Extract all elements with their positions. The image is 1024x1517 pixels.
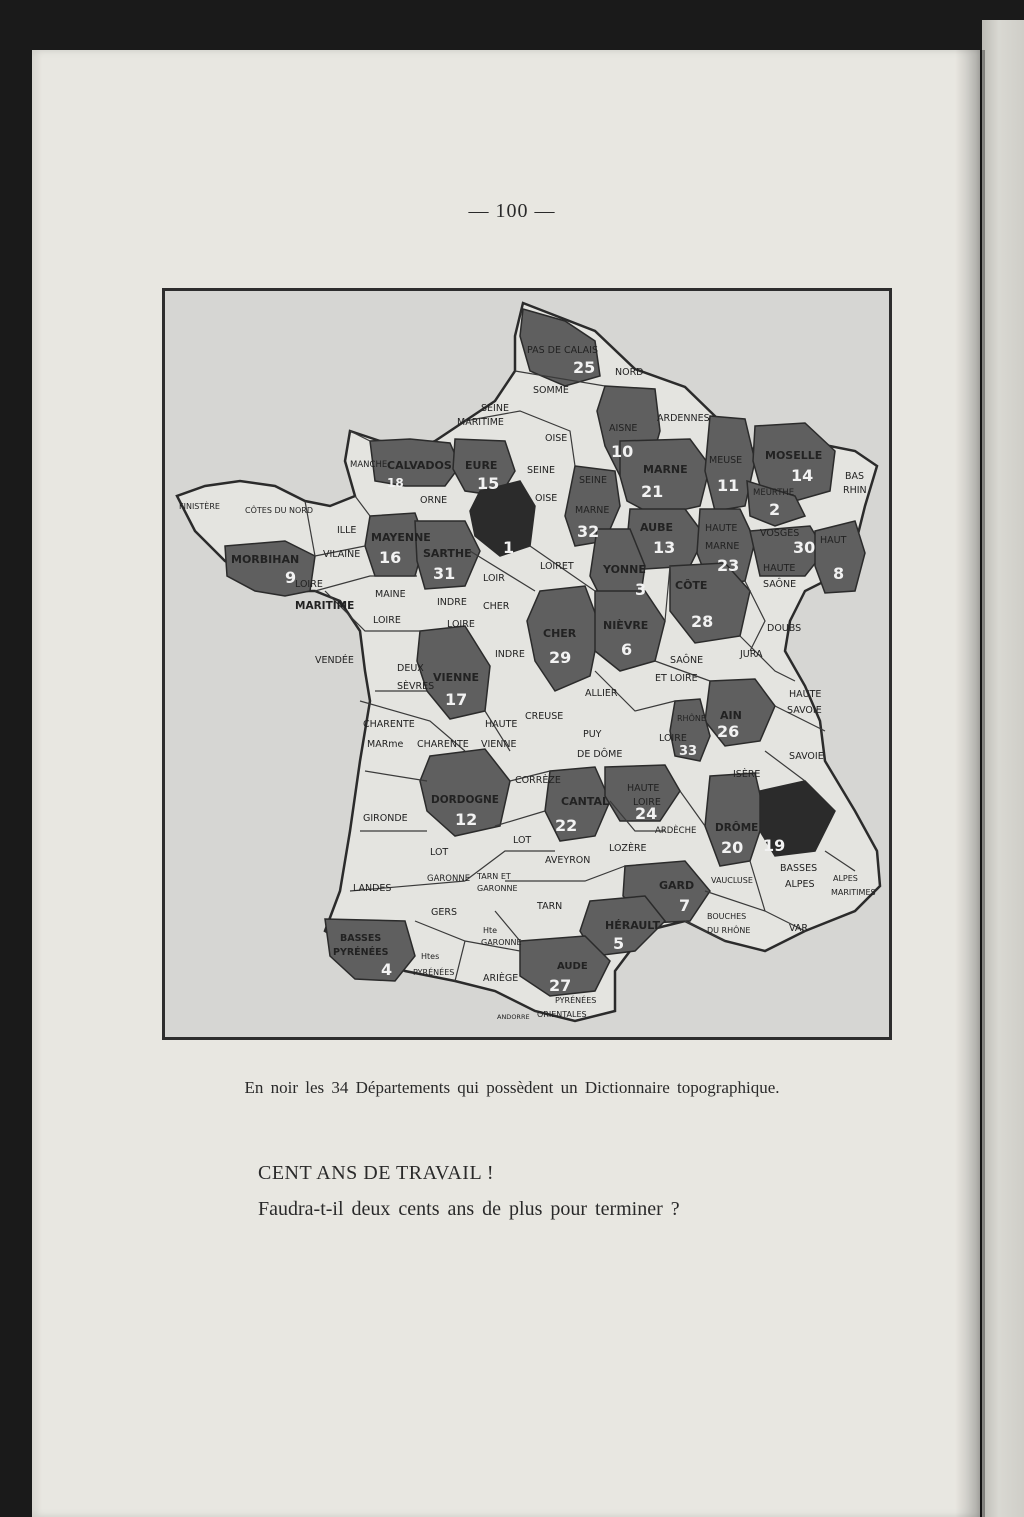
label-loire-2: LOIRE — [447, 619, 475, 630]
number-17: 17 — [445, 690, 468, 709]
label-hte: Hte — [483, 926, 498, 935]
label-gers: GERS — [431, 907, 457, 918]
label-haute-saone: HAUTE — [763, 563, 796, 574]
label-savoie-2: SAVOIE — [787, 705, 822, 716]
number-19: 19 — [763, 836, 786, 855]
label-cote-dor: CÔTE — [675, 579, 708, 592]
label-tarn-et: TARN ET — [477, 872, 511, 881]
number-3: 3 — [635, 580, 647, 599]
page-number: — 100 — — [468, 200, 556, 222]
label-pyrenees-orientales: PYRÉNÉES — [555, 996, 597, 1005]
label-ille: ILLE — [337, 525, 357, 536]
france-departments-map — [165, 291, 889, 1037]
label-sevres: SÈVRES — [397, 681, 435, 692]
label-charente-mar: CHARENTE — [363, 719, 415, 730]
number-5: 5 — [613, 934, 625, 953]
label-aude: AUDE — [557, 961, 588, 972]
label-oise: OISE — [545, 433, 568, 444]
label-bouches: BOUCHES — [707, 912, 747, 921]
number-6: 6 — [621, 640, 633, 659]
number-31: 31 — [433, 564, 456, 583]
label-garonne-2: GARONNE — [477, 884, 518, 893]
number-23: 23 — [717, 556, 740, 575]
label-andorre: ANDORRE — [497, 1013, 530, 1021]
number-14: 14 — [791, 466, 814, 485]
label-loiret: LOIRET — [540, 561, 574, 572]
label-basses: BASSES — [780, 863, 818, 874]
closing-question: Faudra-t-il deux cents ans de plus pour terminer ? — [258, 1198, 680, 1220]
label-ardennes: ARDENNES — [657, 413, 710, 424]
label-maine-loire: LOIRE — [373, 615, 401, 626]
label-orientales: ORIENTALES — [537, 1010, 587, 1019]
label-eure: EURE — [465, 459, 498, 472]
label-dordogne: DORDOGNE — [431, 794, 499, 806]
label-loir-et-cher: LOIR — [483, 573, 505, 584]
label-haute-marne: HAUTE — [705, 523, 738, 534]
label-bas: BAS — [845, 471, 865, 482]
number-20: 20 — [721, 838, 744, 857]
label-somme: SOMME — [533, 385, 569, 396]
label-nord: NORD — [615, 367, 644, 378]
label-cher: CHER — [543, 627, 577, 640]
label-tarn: TARN — [537, 901, 563, 912]
label-cantal: CANTAL — [561, 795, 609, 808]
number-12: 12 — [455, 810, 478, 829]
label-vienne: VIENNE — [433, 671, 480, 684]
label-gironde: GIRONDE — [363, 813, 408, 824]
label-manche: MANCHE — [350, 460, 388, 470]
number-25: 25 — [573, 358, 596, 377]
label-loire-3: LOIRE — [659, 733, 687, 744]
label-marne-3: MARNE — [705, 541, 740, 552]
label-loire: LOIRE — [295, 579, 323, 590]
label-seine-et-oise: SEINE — [527, 465, 555, 476]
map-caption: En noir les 34 Départements qui possèdent un Dictionnaire topographique. — [244, 1078, 780, 1097]
label-et-loire: ET LOIRE — [655, 673, 698, 684]
label-vilaine: VILAINE — [323, 549, 361, 560]
label-herault: HÉRAULT — [605, 919, 660, 932]
label-allier: ALLIER — [585, 688, 618, 699]
next-page-edge — [982, 20, 1024, 1517]
label-rhin: RHIN — [843, 485, 867, 496]
label-moselle: MOSELLE — [765, 449, 823, 462]
label-mayenne: MAYENNE — [371, 531, 431, 544]
number-30: 30 — [793, 538, 816, 557]
label-var: VAR — [789, 923, 808, 934]
label-marne: MARNE — [643, 463, 688, 476]
label-cher-2: CHER — [483, 601, 510, 612]
label-indre-et-loire: INDRE — [437, 597, 467, 608]
label-maritimes: MARITIMES — [831, 888, 876, 897]
label-marme: MARme — [367, 739, 404, 750]
label-lozere: LOZÈRE — [609, 843, 647, 854]
label-alpes-maritimes: ALPES — [833, 874, 858, 883]
label-cotes-du-nord: CÔTES DU NORD — [245, 506, 314, 515]
label-haute-vienne: HAUTE — [485, 719, 518, 730]
label-indre: INDRE — [495, 649, 525, 660]
label-seine: SEINE — [481, 403, 509, 414]
number-13: 13 — [653, 538, 676, 557]
label-orne: ORNE — [420, 495, 448, 506]
label-gard: GARD — [659, 879, 695, 892]
label-doubs: DOUBS — [767, 623, 802, 634]
number-16: 16 — [379, 548, 402, 567]
label-ain: AIN — [720, 709, 742, 722]
label-oise-2: OISE — [535, 493, 558, 504]
label-seine-et-marne: SEINE — [579, 475, 607, 486]
label-haute-savoie: HAUTE — [789, 689, 822, 700]
label-jura: JURA — [740, 649, 763, 660]
label-charente: CHARENTE — [417, 739, 469, 750]
number-15: 15 — [477, 474, 500, 493]
label-calvados: CALVADOS — [387, 459, 452, 472]
number-11: 11 — [717, 476, 740, 495]
label-basses-2: BASSES — [340, 933, 382, 944]
dept-marne — [620, 439, 710, 516]
label-nievre: NIÈVRE — [603, 619, 649, 632]
label-maritime: MARITIME — [457, 417, 504, 428]
label-landes: LANDES — [353, 883, 392, 894]
label-loire-maritime: MARITIME — [295, 600, 355, 612]
number-33: 33 — [679, 744, 698, 759]
label-vosges: VOSGES — [760, 528, 800, 539]
number-8: 8 — [833, 564, 845, 583]
label-vendee: VENDÉE — [315, 655, 354, 666]
map-frame — [162, 288, 892, 1040]
label-vienne-2: VIENNE — [481, 739, 517, 750]
label-maine-et-loire: MAINE — [375, 589, 406, 600]
france-outline — [177, 303, 880, 1021]
section-heading: CENT ANS DE TRAVAIL ! — [258, 1162, 495, 1184]
label-saone: SAÔNE — [763, 579, 797, 590]
label-garonne-3: GARONNE — [481, 938, 522, 947]
label-aube: AUBE — [640, 521, 674, 534]
page-gutter-shadow — [955, 50, 985, 1517]
label-loire-4: LOIRE — [633, 797, 661, 808]
label-htes: Htes — [421, 952, 440, 961]
label-garonne: GARONNE — [427, 874, 471, 884]
label-isere: ISÈRE — [733, 769, 761, 780]
label-creuse: CREUSE — [525, 711, 564, 722]
label-drome: DRÔME — [715, 822, 759, 834]
label-ariege: ARIÈGE — [483, 973, 519, 984]
label-saone-et-loire: SAÔNE — [670, 655, 704, 666]
number-32: 32 — [577, 522, 600, 541]
number-1: 1 — [503, 538, 515, 557]
label-lot: LOT — [513, 835, 532, 846]
label-meurthe: MEURTHE — [753, 488, 795, 498]
label-sarthe: SARTHE — [423, 547, 472, 560]
label-aisne: AISNE — [609, 423, 638, 434]
label-pyrenees-2: PYRÉNÉES — [413, 968, 455, 977]
label-pyrenees: PYRÉNÉES — [333, 947, 389, 958]
label-vaucluse: VAUCLUSE — [711, 876, 753, 885]
number-21: 21 — [641, 482, 664, 501]
number-4: 4 — [381, 960, 393, 979]
label-savoie: SAVOIE — [789, 751, 824, 762]
number-26: 26 — [717, 722, 740, 741]
number-9: 9 — [285, 568, 297, 587]
number-28: 28 — [691, 612, 714, 631]
number-27: 27 — [549, 976, 572, 995]
label-du-rhone: DU RHÔNE — [707, 926, 751, 935]
label-pas-de-calais: PAS DE CALAIS — [527, 345, 598, 356]
label-aveyron: AVEYRON — [545, 855, 591, 866]
label-rhone: RHÔNE — [677, 714, 706, 723]
label-finistere: FINISTÈRE — [179, 502, 220, 511]
number-10: 10 — [611, 442, 634, 461]
label-yonne: YONNE — [603, 563, 646, 576]
label-morbihan: MORBIHAN — [231, 553, 300, 566]
number-22: 22 — [555, 816, 578, 835]
label-de-dome: DE DÔME — [577, 749, 623, 760]
number-2: 2 — [769, 500, 781, 519]
number-29: 29 — [549, 648, 572, 667]
number-24: 24 — [635, 804, 658, 823]
label-alpes: ALPES — [785, 879, 815, 890]
label-marne-2: MARNE — [575, 505, 610, 516]
number-7: 7 — [679, 896, 691, 915]
label-ardeche: ARDÈCHE — [655, 826, 697, 836]
label-haute-loire: HAUTE — [627, 783, 660, 794]
label-correze: CORRÈZE — [515, 775, 561, 786]
label-meuse: MEUSE — [709, 455, 743, 466]
label-puy: PUY — [583, 729, 602, 740]
label-haut-rhin: HAUT — [820, 535, 847, 546]
label-deux: DEUX — [397, 663, 424, 674]
label-lot-et-garonne: LOT — [430, 847, 449, 858]
number-18: 18 — [387, 476, 404, 490]
